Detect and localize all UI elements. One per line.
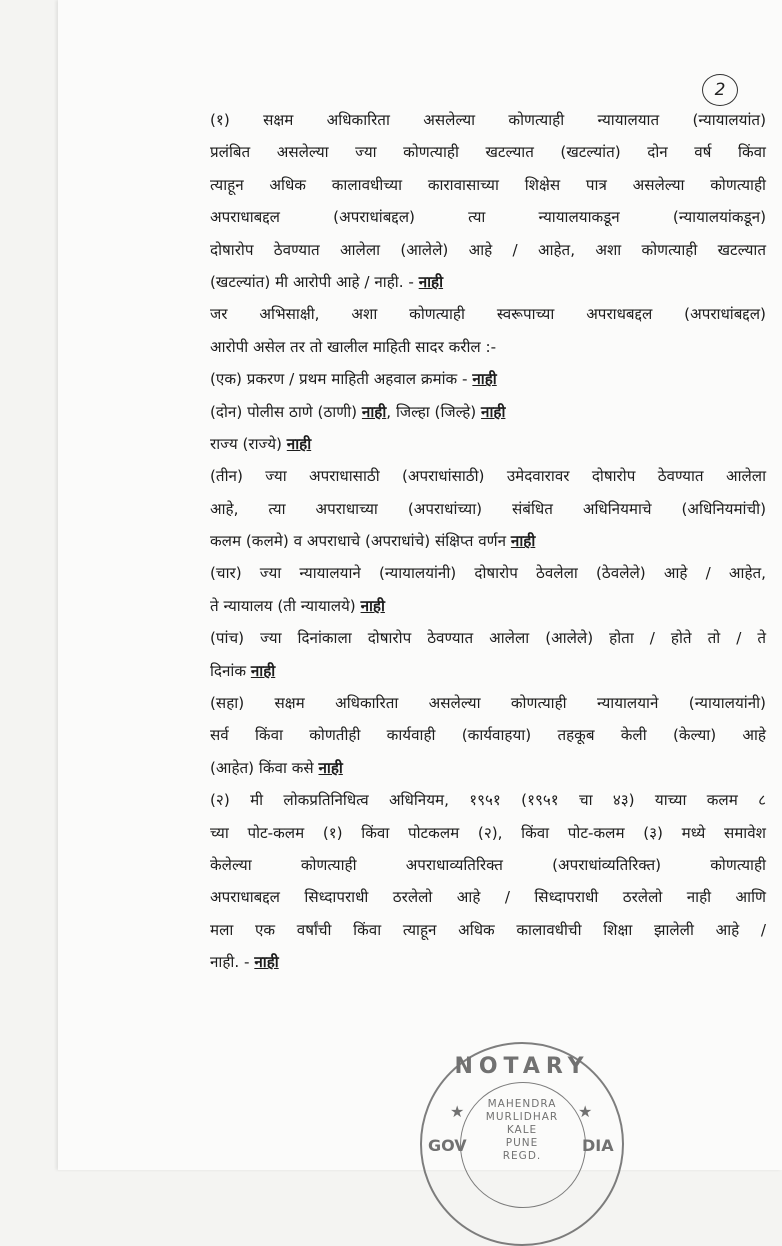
line-text: दोषारोप ठेवण्यात आलेला (आलेले) आहे / आहेत, अशा कोणत्याही खटल्यात [210,240,766,259]
line-text: अपराधाबद्दल (अपराधांबद्दल) त्या न्यायालयाकडून (न्यायालयांकडून) [210,208,766,227]
line-text: (खटल्यांत) मी आरोपी आहे / नाही. - [210,272,414,291]
answer-nahi: नाही [360,596,385,615]
line-text: (एक) प्रकरण / प्रथम माहिती अहवाल क्रमांक - [210,370,468,389]
text-line [210,169,766,201]
text-line [210,655,766,687]
stamp-name-line-3: KALE [506,1124,538,1136]
stamp-name-line-4: PUNE [505,1137,539,1149]
answer-nahi: नाही [361,402,387,421]
text-line [210,298,766,330]
answer-nahi: नाही [254,953,279,972]
line-text: (दोन) पोलीस ठाणे (ठाणी) [210,402,358,421]
text-line [210,914,766,946]
text-line [210,460,766,492]
text-line [210,817,766,849]
text-line [210,752,766,784]
answer-nahi: नाही [510,532,536,551]
line-text: प्रलंबित असलेल्या ज्या कोणत्याही खटल्यात (खटल्यांत) दोन वर्ष किंवा [210,143,766,162]
text-line [210,331,766,363]
stamp-left-text: GOV [428,1136,467,1155]
line-text: आरोपी असेल तर तो खालील माहिती सादर करील :- [210,337,497,356]
stamp-name [462,1098,582,1163]
line-text: (सहा) सक्षम अधिकारिता असलेल्या कोणत्याही न्यायालयाने (न्यायालयांनी) [210,694,766,713]
line-text: आहे, त्या अपराधाच्या (अपराधांच्या) संबंधित अधिनियमाचे (अधिनियमांची) [210,499,766,518]
answer-nahi: नाही [418,272,444,291]
text-line [210,136,766,168]
line-text: (आहेत) किंवा कसे [210,758,314,777]
line-text-tail: , जिल्हा (जिल्हे) [386,402,477,421]
line-text: त्याहून अधिक कालावधीच्या कारावासाच्या शिक्षेस पात्र असलेल्या कोणत्याही [210,175,766,194]
answer-nahi: नाही [472,370,497,389]
answer-nahi: नाही [250,661,276,680]
line-text: (२) मी लोकप्रतिनिधित्व अधिनियम, १९५१ (१९५१ चा ४३) याच्या कलम ८ [210,791,766,810]
stamp-star-left: ★ [450,1102,465,1121]
text-line [210,428,766,460]
stamp-name-line-5: REGD. [502,1150,542,1162]
page-number: 2 [702,74,738,106]
line-text: मला एक वर्षांची किंवा त्याहून अधिक कालावधीची शिक्षा झालेली आहे / [210,920,766,939]
line-text: ते न्यायालय (ती न्यायालये) [210,596,356,615]
stamp-title: NOTARY [454,1054,590,1079]
text-line [210,784,766,816]
line-text: दिनांक [210,661,247,680]
line-text: च्या पोट-कलम (१) किंवा पोटकलम (२), किंवा पोट-कलम (३) मध्ये समावेश [210,823,766,842]
line-text: अपराधाबद्दल सिध्दापराधी ठरलेलो आहे / सिध्दापराधी ठरलेलो नाही आणि [210,888,766,907]
line-text: सर्व किंवा कोणतीही कार्यवाही (कार्यवाहया) तहकूब केली (केल्या) आहे [210,726,766,745]
line-text: (१) सक्षम अधिकारिता असलेल्या कोणत्याही न्यायालयात (न्यायालयांत) [210,111,766,129]
line-text: जर अभिसाक्षी, अशा कोणत्याही स्वरूपाच्या अपराधबद्दल (अपराधांबद्दल) [210,305,766,324]
line-text: राज्य (राज्ये) [210,434,282,453]
text-line [210,234,766,266]
text-line [210,946,766,978]
answer-nahi: नाही [318,758,343,777]
stamp-right-text: DIA [582,1136,614,1155]
stamp-name-line-1: MAHENDRA [487,1098,557,1110]
text-line [210,363,766,395]
text-line [210,557,766,589]
line-text: (चार) ज्या न्यायालयाने (न्यायालयांनी) दोषारोप ठेवलेला (ठेवलेले) आहे / आहेत, [210,564,766,583]
line-text: (तीन) ज्या अपराधासाठी (अपराधांसाठी) उमेदवारावर दोषारोप ठेवण्यात आलेला [210,467,766,486]
text-line [210,719,766,751]
line-text: केलेल्या कोणत्याही अपराधाव्यतिरिक्त (अपराधांव्यतिरिक्त) कोणत्याही [210,855,766,874]
text-line [210,622,766,654]
line-text: कलम (कलमे) व अपराधाचे (अपराधांचे) संक्षिप्त वर्णन [210,532,507,551]
stamp-name-line-2: MURLIDHAR [485,1111,559,1123]
text-line [210,396,766,428]
text-line [210,266,766,298]
text-line [210,525,766,557]
affidavit-body [210,104,766,979]
notary-stamp [420,1042,624,1246]
text-line [210,493,766,525]
text-line [210,201,766,233]
stamp-star-right: ★ [578,1102,593,1121]
text-line [210,849,766,881]
text-line [210,104,766,136]
line-text: नाही. - [210,953,250,972]
answer-nahi: नाही [481,402,506,421]
answer-nahi: नाही [286,434,312,453]
line-text: (पांच) ज्या दिनांकाला दोषारोप ठेवण्यात आलेला (आलेले) होता / होते तो / ते [210,629,766,648]
text-line [210,881,766,913]
text-line [210,687,766,719]
text-line [210,590,766,622]
